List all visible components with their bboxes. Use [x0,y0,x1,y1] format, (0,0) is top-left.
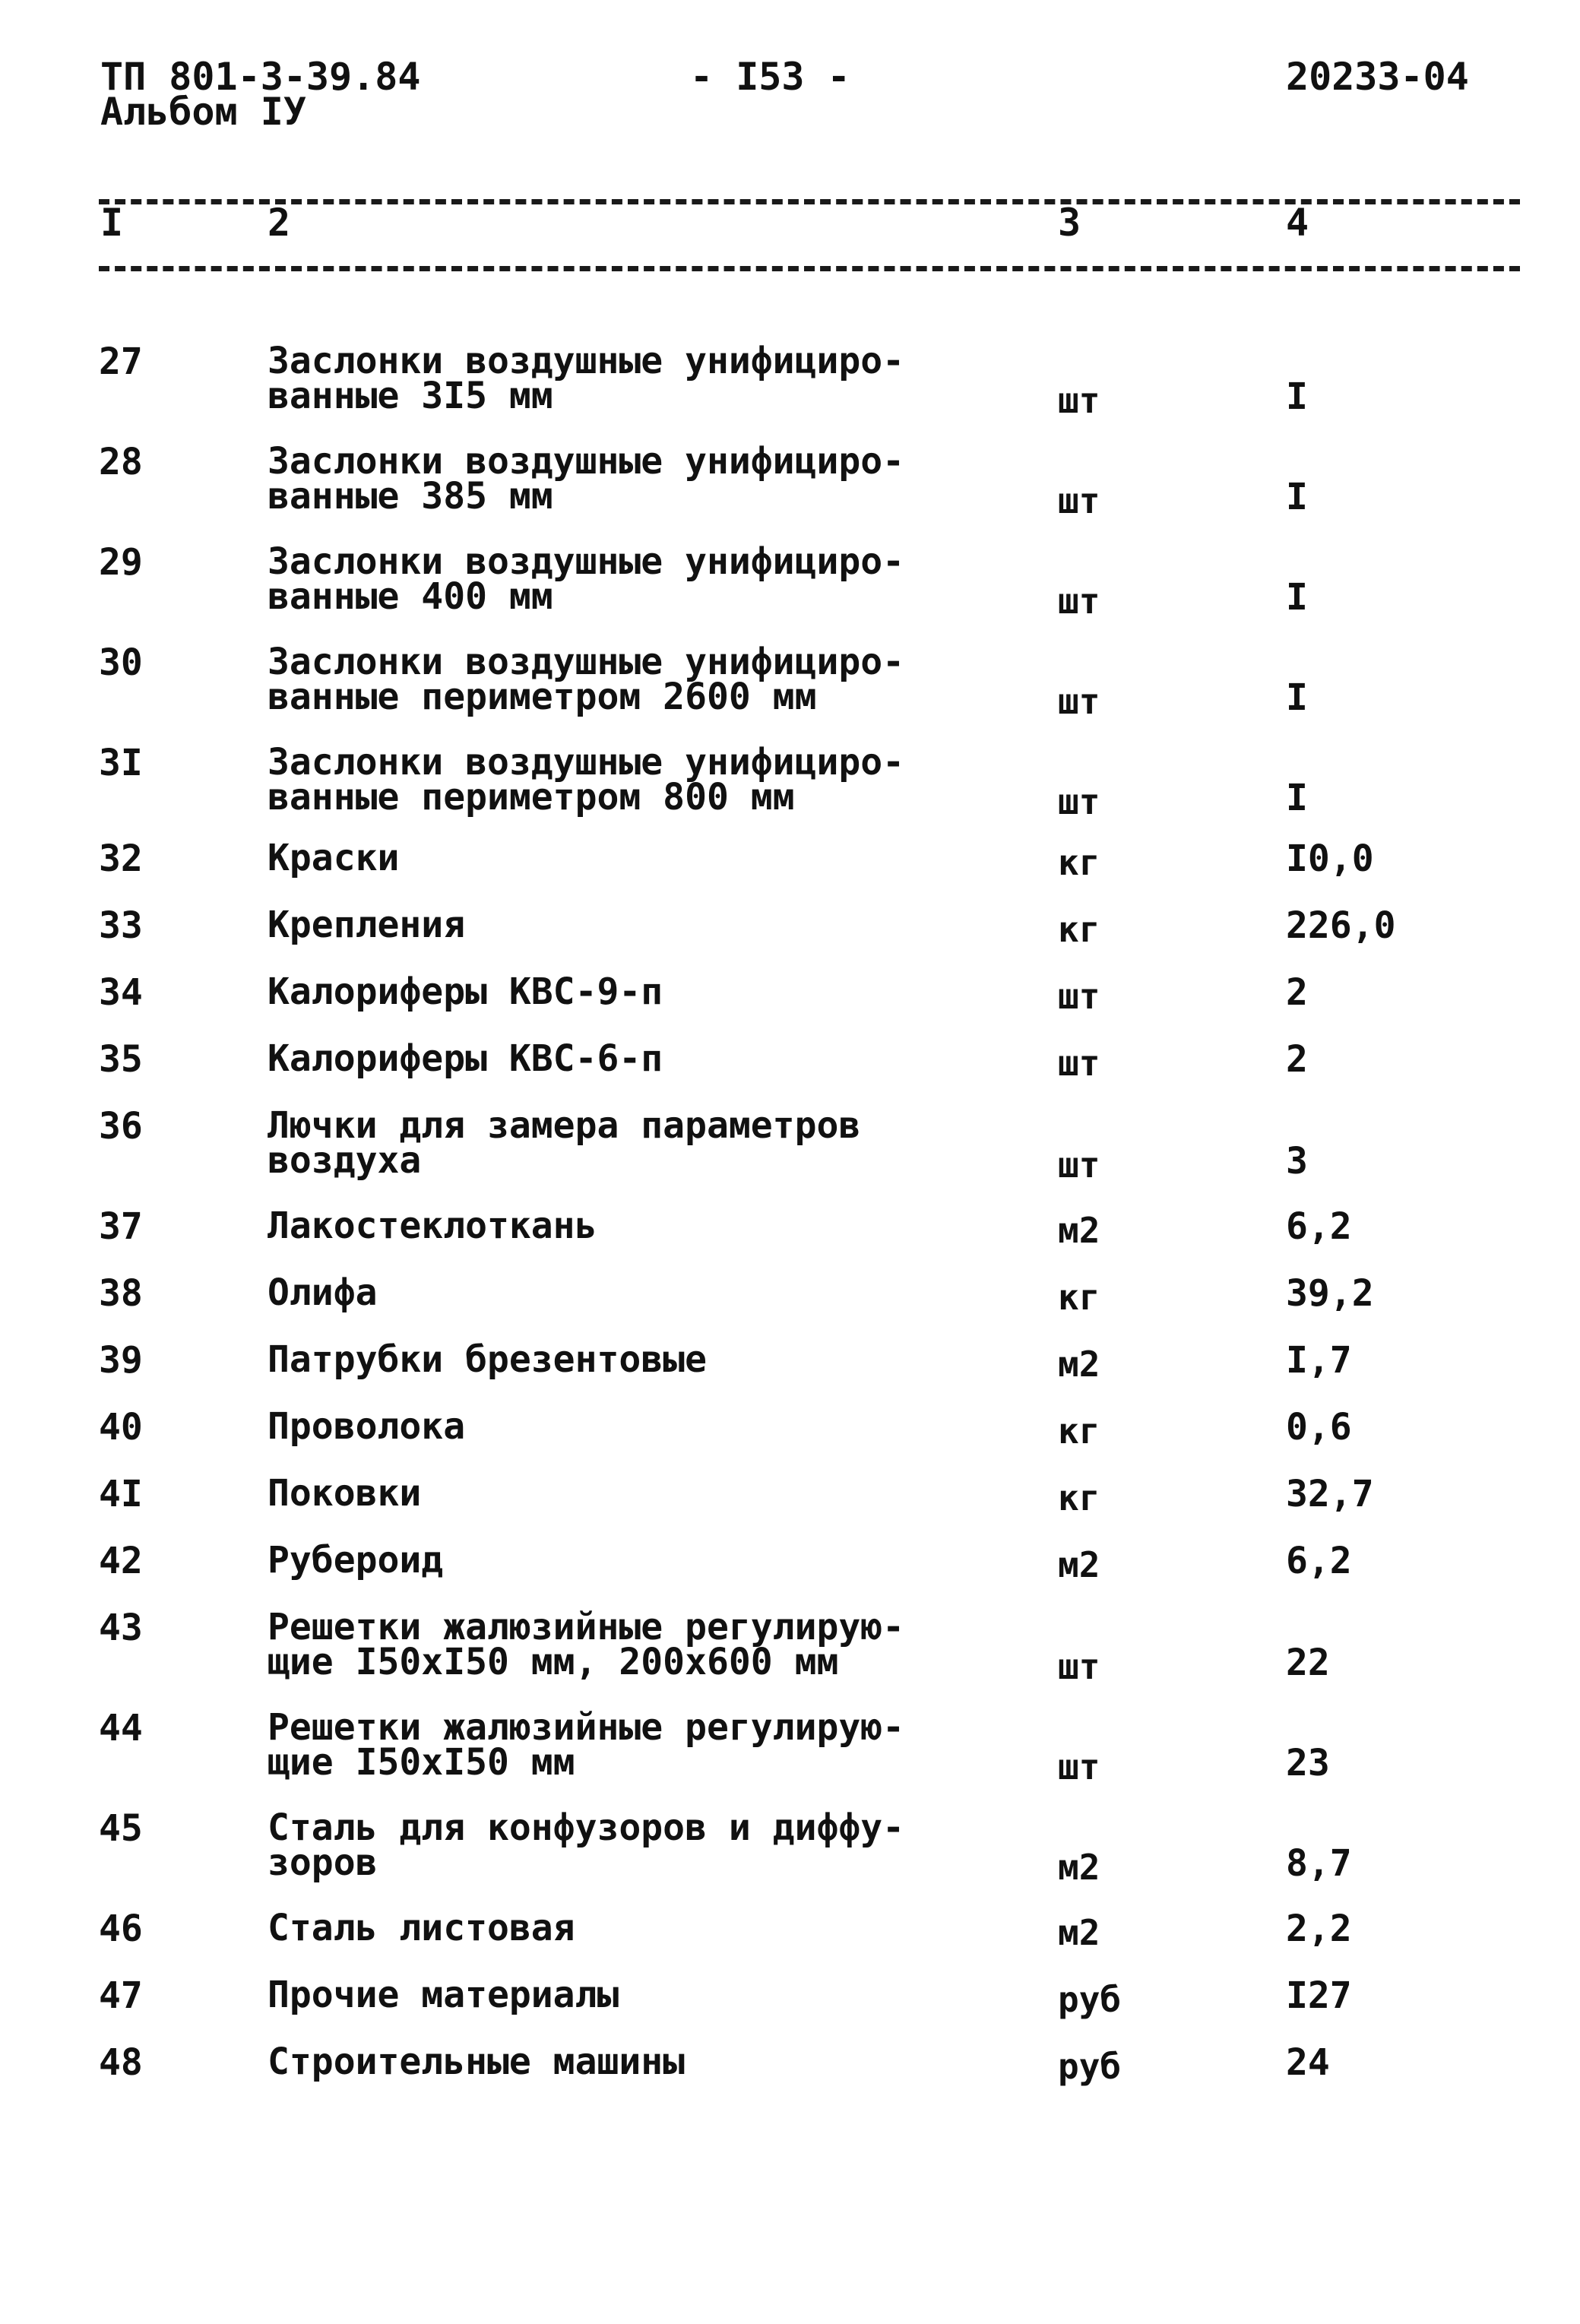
row-number: 35 [99,1038,143,1081]
row-number: 37 [99,1205,143,1248]
row-unit: кг [1058,1277,1100,1318]
row-number: 38 [99,1272,143,1315]
row-number: 43 [99,1607,143,1649]
row-number: 3I [99,742,143,784]
column-header-4: 4 [1286,201,1309,245]
row-number: 30 [99,641,143,684]
row-quantity: 39,2 [1286,1272,1374,1315]
row-name: Лакостеклоткань [268,1205,597,1247]
row-unit: шт [1058,1145,1100,1186]
row-number: 29 [99,541,143,584]
row-quantity: I [1286,777,1308,819]
row-unit: шт [1058,781,1100,822]
row-name: Заслонки воздушные унифициро- ванные периметром 800 мм [268,741,905,818]
row-unit: кг [1058,1477,1100,1518]
row-quantity: I [1286,576,1308,619]
doc-code: ТП 801-3-39.84 [100,55,421,99]
row-unit: м2 [1058,1544,1100,1585]
page-number: - I53 - [690,55,850,99]
row-number: 33 [99,904,143,947]
row-unit: кг [1058,909,1100,950]
table-row [0,1539,1580,1588]
table-row [0,1706,1580,1801]
table-row [0,1806,1580,1901]
table-row [0,970,1580,1020]
row-quantity: 3 [1286,1140,1308,1183]
row-number: 28 [99,441,143,483]
table-row [0,741,1580,836]
row-quantity: 24 [1286,2041,1330,2084]
table-row [0,540,1580,635]
row-quantity: I27 [1286,1974,1352,2017]
row-name: Сталь листовая [268,1907,575,1949]
row-number: 4I [99,1473,143,1515]
row-unit: шт [1058,480,1100,521]
row-number: 44 [99,1707,143,1749]
table-row [0,1907,1580,1956]
table-row [0,904,1580,953]
table-row [0,1606,1580,1701]
row-unit: шт [1058,581,1100,622]
row-name: Поковки [268,1472,422,1515]
row-quantity: 8,7 [1286,1842,1352,1885]
row-quantity: 2 [1286,1038,1308,1081]
table-row [0,2041,1580,2090]
row-name: Заслонки воздушные унифициро- ванные периметром 2600 мм [268,641,905,718]
row-name: Проволока [268,1405,466,1448]
table-row [0,641,1580,736]
row-name: Прочие материалы [268,1974,619,2016]
row-unit: м2 [1058,1210,1100,1251]
row-name: Заслонки воздушные унифициро- ванные 3I5 мм [268,340,905,417]
row-quantity: 2 [1286,971,1308,1014]
row-name: Патрубки брезентовые [268,1338,707,1381]
table-row [0,1037,1580,1087]
row-number: 27 [99,340,143,383]
table-row [0,340,1580,435]
row-unit: руб [1058,2046,1122,2087]
row-name: Калориферы КВС-6-п [268,1037,663,1080]
row-quantity: 2,2 [1286,1908,1352,1950]
row-quantity: 32,7 [1286,1473,1374,1515]
row-unit: шт [1058,681,1100,722]
row-unit: шт [1058,976,1100,1017]
row-number: 47 [99,1974,143,2017]
row-number: 32 [99,837,143,880]
row-unit: м2 [1058,1847,1100,1888]
row-number: 48 [99,2041,143,2084]
row-name: Сталь для конфузоров и диффу- зоров [268,1806,905,1884]
row-name: Решетки жалюзийные регулирую- щие I50хI50 мм [268,1706,905,1784]
row-quantity: 6,2 [1286,1205,1352,1248]
row-number: 36 [99,1105,143,1148]
column-header-2: 2 [268,201,291,245]
table-row [0,1338,1580,1388]
row-quantity: I [1286,676,1308,719]
column-header-1: I [100,201,124,245]
row-quantity: I [1286,375,1308,418]
row-quantity: I,7 [1286,1339,1352,1382]
row-name: Лючки для замера параметров воздуха [268,1104,861,1182]
row-name: Строительные машины [268,2041,686,2083]
row-name: Заслонки воздушные унифициро- ванные 385 мм [268,440,905,518]
row-number: 42 [99,1540,143,1582]
row-unit: м2 [1058,1912,1100,1953]
row-quantity: 22 [1286,1642,1330,1684]
table-row [0,1104,1580,1199]
table-row [0,1974,1580,2023]
row-name: Рубероид [268,1539,444,1582]
row-unit: шт [1058,380,1100,421]
row-number: 45 [99,1807,143,1850]
row-unit: шт [1058,1746,1100,1787]
album-label: Альбом IУ [100,90,306,134]
table-row [0,1405,1580,1455]
row-number: 34 [99,971,143,1014]
row-name: Заслонки воздушные унифициро- ванные 400 мм [268,540,905,618]
row-unit: руб [1058,1979,1122,2020]
row-unit: кг [1058,1411,1100,1452]
row-quantity: 0,6 [1286,1406,1352,1449]
table-row [0,837,1580,886]
table-row [0,1205,1580,1254]
row-unit: шт [1058,1043,1100,1084]
table-row [0,1271,1580,1321]
table-header-rule [99,266,1520,271]
row-quantity: 23 [1286,1742,1330,1784]
row-name: Решетки жалюзийные регулирую- щие I50хI50 мм, 200х600 мм [268,1606,905,1683]
row-name: Крепления [268,904,466,946]
table-row [0,440,1580,535]
row-unit: м2 [1058,1344,1100,1385]
row-number: 39 [99,1339,143,1382]
row-quantity: I0,0 [1286,837,1374,880]
row-quantity: 6,2 [1286,1540,1352,1582]
row-name: Краски [268,837,400,879]
row-name: Олифа [268,1271,378,1314]
row-quantity: I [1286,476,1308,518]
row-name: Калориферы КВС-9-п [268,970,663,1013]
row-number: 46 [99,1908,143,1950]
row-number: 40 [99,1406,143,1449]
row-unit: кг [1058,842,1100,883]
row-unit: шт [1058,1646,1100,1687]
registration-number: 20233-04 [1286,55,1469,99]
column-header-3: 3 [1058,201,1081,245]
row-quantity: 226,0 [1286,904,1396,947]
table-row [0,1472,1580,1521]
